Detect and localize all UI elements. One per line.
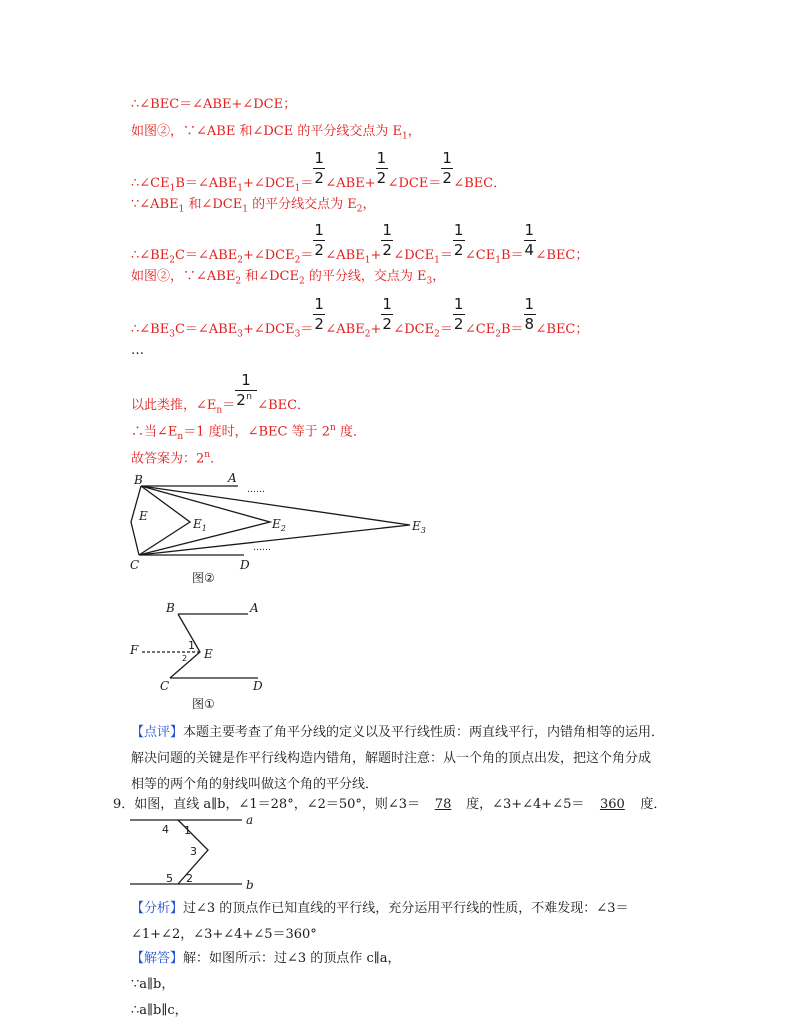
solution-line-7: $\therefore\angle BE_3C=\angle ABE_3+\angle DCE_3=$ $\frac{1}{2}$ $\angle ABE_2+$ $\frac{1}{2}$ $\angle DCE_2=$ $\frac{1}{2}$ $\angle CE_2B=$ $\frac{1}{8}$ ∠BEC； [131, 295, 589, 340]
fig2-label-D: D [240, 558, 250, 572]
fraction-quarter: $\frac{1}{4}$ [524, 221, 535, 259]
fig1-angle-2: 2 [182, 654, 188, 663]
solution-line-4: $\because\angle ABE_1$ 和$\angle DCE_1$ 的平分线交点为 $E_2$， [131, 197, 376, 215]
fraction-one-over-two-n: 1 2 n [235, 391, 257, 409]
answer-blank-1: 78 [434, 797, 452, 812]
fig1-caption: 图① [192, 697, 215, 711]
fig2-label-C: C [130, 558, 140, 572]
fig2-label-A: A [228, 471, 237, 485]
fig2-dots-top: …… [247, 485, 265, 495]
fig3-angle-2: 2 [186, 872, 193, 885]
fig3-label-a: a [246, 813, 254, 827]
answer-blank-2: 360 [599, 797, 625, 812]
solution-line-1: ∴∠BEC＝∠ABE+∠DCE； [131, 97, 297, 112]
fig2-label-E: E [139, 509, 148, 523]
fig2-label-E3: $E_3$ [412, 519, 426, 535]
fraction-half: $\frac{1}{2}$ [453, 295, 464, 333]
solution-line-2: 如图②，∵∠ABE 和∠DCE 的平分线交点为 $E_1$， [131, 124, 421, 142]
fig1-label-E: E [204, 647, 213, 661]
fraction-eighth: $\frac{1}{8}$ [524, 295, 535, 333]
fraction-half: $\frac{1}{2}$ [314, 295, 324, 333]
fig2-label-E1: $E_1$ [193, 517, 207, 533]
fraction-half: $\frac{1}{2}$ [453, 221, 464, 259]
figure-1 [120, 596, 280, 718]
fig2-label-E2: $E_2$ [272, 517, 286, 533]
solution-line-9: 以此类推，$\angle E_n=$ 1 2 n ∠BEC． [131, 371, 311, 416]
fig1-label-C: C [160, 679, 170, 693]
question-9: 9．如图，直线 a∥b，∠1＝28°，∠2＝50°，则∠3＝ 78 度，∠3+∠4+∠5＝ 360 度． [113, 797, 667, 812]
fig1-label-F: F [130, 643, 139, 657]
fig3-angle-5: 5 [166, 872, 173, 885]
solution-line-10: ∴当$\angle E_n=1$ 度时，∠BEC 等于 2$^n$ 度． [131, 423, 366, 442]
fig3-angle-3: 3 [190, 845, 197, 858]
fig2-caption: 图② [192, 571, 215, 585]
solution-line-3: $\therefore\angle CE_1B=\angle ABE_1+\angle DCE_1=$ $\frac{1}{2}$ ∠ABE+ $\frac{1}{2}$ ∠DCE＝ $\frac{1}{2}$ ∠BEC． [131, 149, 507, 194]
fraction-half: $\frac{1}{2}$ [442, 149, 452, 187]
ellipsis-line: … [131, 343, 144, 358]
fig1-label-D: D [253, 679, 263, 693]
answer-paragraph: 【解答】解：如图所示：过∠3 的顶点作 c∥a， ∵a∥b， ∴a∥b∥c， [131, 951, 401, 1018]
fig2-label-B: B [134, 473, 143, 487]
fraction-half: $\frac{1}{2}$ [376, 149, 387, 187]
fraction-half: $\frac{1}{2}$ [314, 221, 324, 259]
fig1-label-A: A [250, 601, 259, 615]
analysis-paragraph: 【分析】过∠3 的顶点作已知直线的平行线，充分运用平行线的性质，不难发现：∠3＝ ∠1+∠2，∠3+∠4+∠5＝360° [131, 901, 629, 942]
solution-line-6: 如图②，$\because\angle ABE_2$ 和$\angle DCE_2$ 的平分线，交点为 $E_3$， [131, 269, 446, 287]
fraction-half: $\frac{1}{2}$ [314, 149, 324, 187]
comment-tag: 【点评】 [131, 725, 184, 740]
analysis-tag: 【分析】 [131, 901, 184, 916]
figure-3 [120, 812, 270, 896]
figure-2 [120, 470, 440, 590]
question-number: 9． [113, 797, 135, 812]
solution-line-11: 故答案为：2$^n$． [131, 450, 224, 467]
answer-tag: 【解答】 [131, 951, 184, 966]
fraction-half: $\frac{1}{2}$ [382, 221, 392, 259]
fig3-angle-1: 1 [184, 824, 191, 837]
comment-paragraph: 【点评】本题主要考查了角平分线的定义以及平行线性质：两直线平行，内错角相等的运用． 解决问题的关键是作平行线构造内错角，解题时注意：从一个角的顶点出发，把这个角分成 相等的两个角的射线叫做这个角的平分线． [131, 725, 665, 792]
fig1-label-B: B [166, 601, 175, 615]
fig3-label-b: b [246, 878, 254, 892]
fig1-angle-1: 1 [188, 639, 195, 652]
fig2-dots-bottom: …… [253, 543, 271, 553]
solution-line-5: $\therefore\angle BE_2C=\angle ABE_2+\angle DCE_2=$ $\frac{1}{2}$ $\angle ABE_1+$ $\frac{1}{2}$ $\angle DCE_1=$ $\frac{1}{2}$ $\angle CE_1B=$ $\frac{1}{4}$ ∠BEC； [131, 221, 589, 266]
fraction-half: $\frac{1}{2}$ [382, 295, 392, 333]
fig3-angle-4: 4 [162, 823, 169, 836]
